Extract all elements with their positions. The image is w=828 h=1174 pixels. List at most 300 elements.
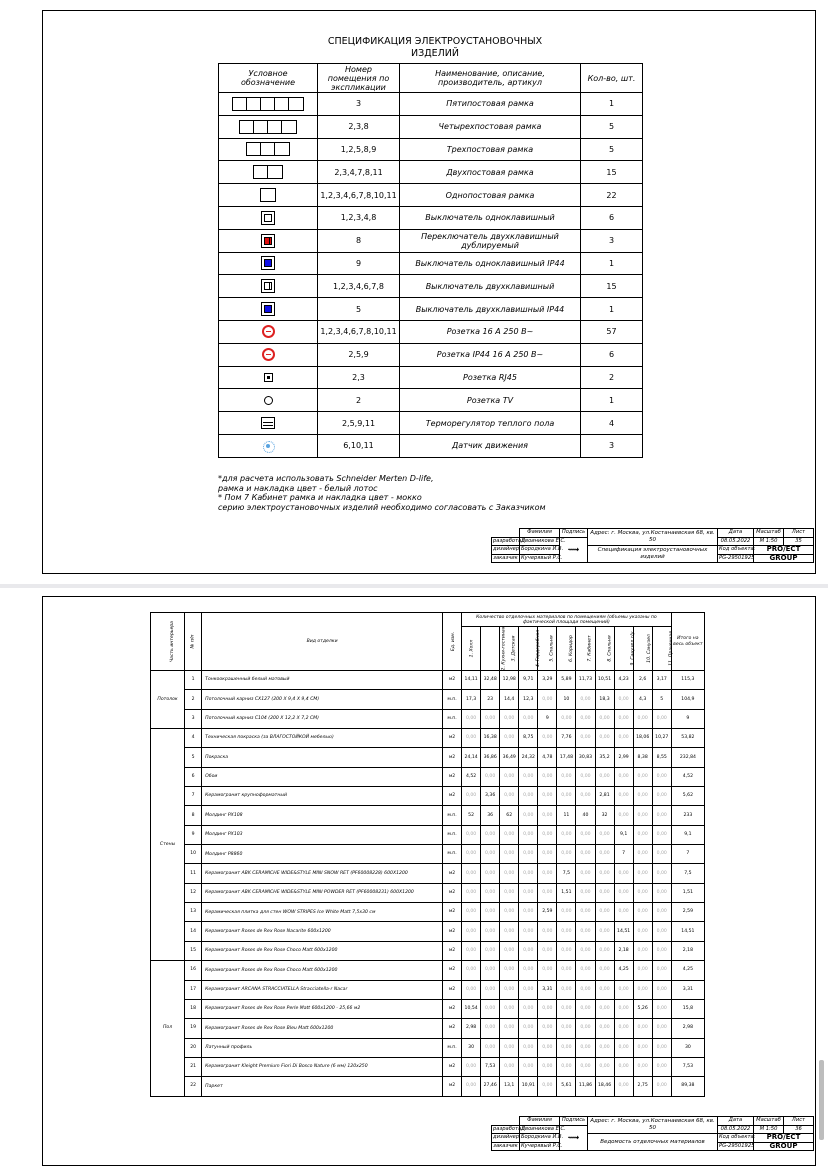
room-value: 8,38 xyxy=(633,748,652,767)
room-value: 0,00 xyxy=(481,980,500,999)
room-value: 23 xyxy=(481,690,500,709)
table-row xyxy=(151,883,705,902)
room-value: 0,00 xyxy=(576,922,595,941)
room-value: 0,00 xyxy=(652,864,671,883)
room-value: 17,3 xyxy=(462,690,481,709)
room-value: 11,86 xyxy=(576,1077,595,1096)
spec-qty: 22 xyxy=(581,184,643,207)
stamp-sheet: 35 xyxy=(784,537,814,546)
company-logo: PRO/ECT xyxy=(754,1134,814,1143)
room-value: 5,61 xyxy=(557,1077,576,1096)
room-value: 0,00 xyxy=(633,980,652,999)
spec-row xyxy=(219,161,643,184)
room-value: 0,00 xyxy=(519,941,538,960)
switch-single-icon xyxy=(261,211,275,225)
row-name: Паркет xyxy=(202,1077,443,1096)
spec-row xyxy=(219,366,643,389)
col-header-work: Вид отделки xyxy=(202,613,443,671)
room-value: 0,00 xyxy=(576,903,595,922)
room-value: 3,31 xyxy=(538,980,557,999)
table-row xyxy=(151,748,705,767)
spec-rooms: 6,10,11 xyxy=(318,434,400,457)
rj45-socket-icon xyxy=(264,373,273,382)
room-value: 0,00 xyxy=(462,922,481,941)
room-value: 7,76 xyxy=(557,729,576,748)
room-value: 0,00 xyxy=(633,961,652,980)
room-value: 0,00 xyxy=(557,825,576,844)
col-header-rooms: Номер помещения по экспликации xyxy=(318,64,400,93)
spec-row xyxy=(219,252,643,275)
room-value: 7 xyxy=(614,845,633,864)
row-unit: м.п. xyxy=(443,690,462,709)
row-no: 12 xyxy=(185,883,202,902)
room-value: 36 xyxy=(481,806,500,825)
room-value: 3,36 xyxy=(481,787,500,806)
spec-row xyxy=(219,412,643,435)
switch-double-dup-icon xyxy=(261,234,275,248)
room-value: 0,00 xyxy=(595,922,614,941)
room-value: 0,00 xyxy=(500,845,519,864)
room-value: 0,00 xyxy=(614,903,633,922)
room-value: 11,73 xyxy=(576,671,595,690)
spec-rooms: 2,3 xyxy=(318,366,400,389)
spec-qty: 6 xyxy=(581,343,643,366)
room-value: 1,51 xyxy=(557,883,576,902)
room-value: 0,00 xyxy=(519,1057,538,1076)
room-value: 0,00 xyxy=(519,961,538,980)
room-value: 0,00 xyxy=(633,767,652,786)
row-unit: м2 xyxy=(443,903,462,922)
room-value: 0,00 xyxy=(519,806,538,825)
table-row xyxy=(151,961,705,980)
row-unit: м2 xyxy=(443,787,462,806)
room-value: 0,00 xyxy=(595,903,614,922)
room-value: 0,00 xyxy=(652,903,671,922)
room-value: 0,00 xyxy=(576,787,595,806)
table-row xyxy=(151,922,705,941)
room-value: 0,00 xyxy=(462,980,481,999)
room-value: 0,00 xyxy=(576,825,595,844)
room-value: 0,00 xyxy=(557,941,576,960)
room-value: 0,00 xyxy=(595,825,614,844)
room-value: 0,00 xyxy=(538,1038,557,1057)
frame-3-gang-icon xyxy=(246,142,290,156)
row-total: 104,9 xyxy=(671,690,704,709)
col-header-room: 11. Прачечная xyxy=(652,627,671,671)
spec-row xyxy=(219,343,643,366)
room-value: 0,00 xyxy=(519,709,538,728)
row-no: 1 xyxy=(185,671,202,690)
room-value: 0,00 xyxy=(652,825,671,844)
spec-qty: 3 xyxy=(581,434,643,457)
room-value: 0,00 xyxy=(481,903,500,922)
room-value: 0,00 xyxy=(481,883,500,902)
room-value: 0,00 xyxy=(557,922,576,941)
table-row xyxy=(151,1057,705,1076)
room-value: 13,1 xyxy=(500,1077,519,1096)
room-value: 0,00 xyxy=(633,787,652,806)
row-no: 13 xyxy=(185,903,202,922)
row-total: 9 xyxy=(671,709,704,728)
socket-icon xyxy=(262,325,275,338)
col-header-room: 1. Холл xyxy=(462,627,481,671)
col-header-rooms-group: Количество отделочных материалов по помещениям (объемы указаны по фактической площади помещений) xyxy=(462,613,672,627)
spec-symbol xyxy=(219,389,318,412)
col-header-room: 10. Санузел xyxy=(633,627,652,671)
room-value: 0,00 xyxy=(614,767,633,786)
tv-socket-icon xyxy=(264,396,273,405)
room-value: 0,00 xyxy=(500,903,519,922)
spec-qty: 6 xyxy=(581,206,643,229)
row-name: Потолочный карниз C104 (200 Х 12,2 Х 7,2 СМ) xyxy=(202,709,443,728)
table-row xyxy=(151,690,705,709)
room-value: 0,00 xyxy=(633,825,652,844)
room-value: 0,00 xyxy=(481,999,500,1018)
col-header-room: 3. Детская xyxy=(500,627,519,671)
room-value: 4,3 xyxy=(633,690,652,709)
row-name: Керамическая плитка для стен WOW STRIPES Ice White Matt 7,5х30 см xyxy=(202,903,443,922)
stamp-scale: М 1:50 xyxy=(754,537,784,546)
row-no: 15 xyxy=(185,941,202,960)
spec-rooms: 1,2,3,4,8 xyxy=(318,206,400,229)
room-value: 36,86 xyxy=(481,748,500,767)
spec-table xyxy=(218,63,643,458)
room-value: 0,00 xyxy=(481,941,500,960)
stamp-date: 08.05.2022 xyxy=(718,537,754,546)
stamp-object-code: PG-29501925 xyxy=(719,1142,755,1149)
room-value: 0,00 xyxy=(538,1019,557,1038)
room-value: 0,00 xyxy=(595,1057,614,1076)
col-header-part: Часть интерьера xyxy=(151,613,185,671)
room-value: 0,00 xyxy=(595,729,614,748)
row-total: 115,3 xyxy=(671,671,704,690)
spec-item-name: Переключатель двухклавишный дублируемый xyxy=(400,229,581,252)
row-name: Керамогранит Roses de Rex Rose Choco Matt 600х1200 xyxy=(202,941,443,960)
room-value: 0,00 xyxy=(557,999,576,1018)
row-total: 7 xyxy=(671,845,704,864)
room-value: 0,00 xyxy=(462,845,481,864)
room-value: 0,00 xyxy=(557,845,576,864)
col-header-room: 8. Спальня xyxy=(595,627,614,671)
spec-symbol xyxy=(219,184,318,207)
room-value: 0,00 xyxy=(538,845,557,864)
row-unit: м.п. xyxy=(443,1038,462,1057)
room-value: 0,00 xyxy=(652,980,671,999)
room-value: 7,53 xyxy=(481,1057,500,1076)
spec-rooms: 5 xyxy=(318,298,400,321)
spec-item-name: Терморегулятор теплого пола xyxy=(400,412,581,435)
row-name: Молдинг PX103 xyxy=(202,825,443,844)
room-value: 0,00 xyxy=(462,1077,481,1096)
room-value: 62 xyxy=(500,806,519,825)
table-row xyxy=(151,1019,705,1038)
room-value: 0,00 xyxy=(519,980,538,999)
col-header-symbol: Условное обозначение xyxy=(219,64,318,93)
row-unit: м2 xyxy=(443,980,462,999)
room-value: 0,00 xyxy=(519,903,538,922)
room-value: 0,00 xyxy=(614,787,633,806)
room-value: 0,00 xyxy=(595,883,614,902)
row-no: 9 xyxy=(185,825,202,844)
room-value: 0,00 xyxy=(538,941,557,960)
room-value: 0,00 xyxy=(614,690,633,709)
spec-symbol xyxy=(219,412,318,435)
room-value: 0,00 xyxy=(614,1077,633,1096)
row-total: 3,31 xyxy=(671,980,704,999)
room-value: 2,59 xyxy=(538,903,557,922)
row-name: Керамогранит Roses de Rex Rose Nacarite 600х1200 xyxy=(202,922,443,941)
row-no: 4 xyxy=(185,729,202,748)
col-header-room: 5. Спальня xyxy=(538,627,557,671)
socket-icon xyxy=(262,348,275,361)
room-value: 0,00 xyxy=(576,729,595,748)
room-value: 0,00 xyxy=(519,883,538,902)
row-name: Молдинг P8860 xyxy=(202,845,443,864)
title-block-sheet-35: Фамилия Подпись Адрес: г. Москва, ул.Костанаевская 68, кв. 50 Дата Масштаб Лист разработал Двоиникова Е.С. ⟿ 08.05.2022 М 1:50 35 дизайнер Бородкина И.В. Спецификация электроустановочных изделий Код объекта: PRO/ECT заказчик Кучерявый Р.С. PG-29501925 GROUP xyxy=(491,528,814,563)
spec-row xyxy=(219,298,643,321)
room-value: 0,00 xyxy=(519,999,538,1018)
row-unit: м2 xyxy=(443,999,462,1018)
row-total: 1,51 xyxy=(671,883,704,902)
spec-rooms: 1,2,3,4,6,7,8 xyxy=(318,275,400,298)
spec-item-name: Розетка RJ45 xyxy=(400,366,581,389)
room-value: 4,78 xyxy=(538,748,557,767)
col-header-room: 9. Санузел с/у xyxy=(614,627,633,671)
room-value: 14,4 xyxy=(500,690,519,709)
spec-symbol xyxy=(219,93,318,116)
row-total: 53,82 xyxy=(671,729,704,748)
row-no: 19 xyxy=(185,1019,202,1038)
room-value: 4,25 xyxy=(614,961,633,980)
spec-symbol xyxy=(219,434,318,457)
room-value: 0,00 xyxy=(557,787,576,806)
motion-sensor-icon xyxy=(258,436,278,456)
row-name: Покраска xyxy=(202,748,443,767)
spec-title: СПЕЦИФИКАЦИЯ ЭЛЕКТРОУСТАНОВОЧНЫХ ИЗДЕЛИЙ xyxy=(327,36,543,59)
spec-rooms: 2,3,4,7,8,11 xyxy=(318,161,400,184)
stamp-sheet: 36 xyxy=(784,1125,814,1134)
room-value: 0,00 xyxy=(576,980,595,999)
room-value: 35,2 xyxy=(595,748,614,767)
row-total: 2,98 xyxy=(671,1019,704,1038)
room-value: 0,00 xyxy=(538,787,557,806)
room-value: 0,00 xyxy=(576,767,595,786)
row-name: Латунный профиль xyxy=(202,1038,443,1057)
room-value: 0,00 xyxy=(614,864,633,883)
room-value: 0,00 xyxy=(652,1057,671,1076)
spec-symbol xyxy=(219,298,318,321)
room-value: 0,00 xyxy=(500,825,519,844)
row-name: Техническая покраска (за ВЛАГОСТОЙКОЙ мебелью) xyxy=(202,729,443,748)
room-value: 0,00 xyxy=(576,1019,595,1038)
row-unit: м2 xyxy=(443,748,462,767)
row-unit: м2 xyxy=(443,767,462,786)
room-value: 0,00 xyxy=(500,922,519,941)
spec-item-name: Четырехпостовая рамка xyxy=(400,115,581,138)
stamp-title: Спецификация электроустановочных изделий xyxy=(588,546,718,563)
switch-ip44-icon xyxy=(261,256,275,270)
row-unit: м2 xyxy=(443,671,462,690)
row-total: 30 xyxy=(671,1038,704,1057)
room-value: 0,00 xyxy=(614,999,633,1018)
room-value: 0,00 xyxy=(633,1057,652,1076)
room-value: 0,00 xyxy=(557,903,576,922)
table-row xyxy=(151,845,705,864)
finishing-materials-table xyxy=(150,612,705,1097)
spec-qty: 4 xyxy=(581,412,643,435)
row-no: 11 xyxy=(185,864,202,883)
room-value: 0,00 xyxy=(633,806,652,825)
table-row xyxy=(151,709,705,728)
spec-item-name: Выключатель одноклавишный IP44 xyxy=(400,252,581,275)
col-header-room: 2. Кухня-гостиная xyxy=(481,627,500,671)
spec-symbol xyxy=(219,252,318,275)
room-value: 0,00 xyxy=(462,903,481,922)
room-value: 0,00 xyxy=(462,709,481,728)
room-value: 0,00 xyxy=(633,883,652,902)
room-value: 0,00 xyxy=(595,845,614,864)
spec-row xyxy=(219,320,643,343)
row-total: 4,52 xyxy=(671,767,704,786)
row-total: 14,51 xyxy=(671,922,704,941)
room-value: 10,91 xyxy=(519,1077,538,1096)
col-header-total: Итого на весь объект xyxy=(671,613,704,671)
row-name: Керамогранит крупноформатный xyxy=(202,787,443,806)
row-no: 16 xyxy=(185,961,202,980)
stamp-date: 08.05.2022 xyxy=(718,1125,754,1134)
col-header-qty: Кол-во, шт. xyxy=(581,64,643,93)
row-unit: м.п. xyxy=(443,709,462,728)
table-row xyxy=(151,941,705,960)
room-value: 0,00 xyxy=(519,922,538,941)
thermostat-icon xyxy=(261,417,275,429)
row-unit: м2 xyxy=(443,961,462,980)
room-value: 0,00 xyxy=(500,1019,519,1038)
spec-row xyxy=(219,115,643,138)
frame-1-gang-icon xyxy=(260,188,276,202)
row-total: 2,18 xyxy=(671,941,704,960)
spec-symbol xyxy=(219,343,318,366)
table-row xyxy=(151,903,705,922)
stamp-address: Адрес: г. Москва, ул.Костанаевская 68, кв. 50 xyxy=(588,1117,718,1134)
table-row xyxy=(151,999,705,1018)
col-header-room: 7. Кабинет xyxy=(576,627,595,671)
room-value: 0,00 xyxy=(500,941,519,960)
room-value: 10,27 xyxy=(652,729,671,748)
room-value: 10,54 xyxy=(462,999,481,1018)
room-value: 2,98 xyxy=(462,1019,481,1038)
room-value: 0,00 xyxy=(614,1019,633,1038)
room-value: 0,00 xyxy=(462,825,481,844)
scrollbar-thumb[interactable] xyxy=(819,1060,824,1140)
group-label: Потолок xyxy=(151,671,185,729)
row-name: Керамогранит Kleight Premium Fiori Di Bosco Nature (6 мм) 120х250 xyxy=(202,1057,443,1076)
row-no: 5 xyxy=(185,748,202,767)
spec-symbol xyxy=(219,206,318,229)
row-no: 22 xyxy=(185,1077,202,1096)
room-value: 0,00 xyxy=(652,787,671,806)
spec-qty: 3 xyxy=(581,229,643,252)
room-value: 0,00 xyxy=(538,729,557,748)
room-value: 0,00 xyxy=(614,1057,633,1076)
room-value: 0,00 xyxy=(538,825,557,844)
row-unit: м2 xyxy=(443,1077,462,1096)
title-block-sheet-36: Фамилия Подпись Адрес: г. Москва, ул.Костанаевская 68, кв. 50 Дата Масштаб Лист разработал Двоиникова Е.С. ⟿ 08.05.2022 М 1:50 36 дизайнер Бородкина И.В. Ведомость отделочных материалов Код объекта: PRO/ECT заказчик Кучерявый Р.С. PG-29501925 GROUP xyxy=(491,1116,814,1151)
switch-ip44-icon xyxy=(261,302,275,316)
row-unit: м2 xyxy=(443,883,462,902)
room-value: 32 xyxy=(595,806,614,825)
table-row xyxy=(151,729,705,748)
room-value: 0,00 xyxy=(462,864,481,883)
room-value: 0,00 xyxy=(500,1038,519,1057)
room-value: 32,48 xyxy=(481,671,500,690)
spec-symbol xyxy=(219,115,318,138)
room-value: 5,89 xyxy=(557,671,576,690)
room-value: 2,75 xyxy=(633,1077,652,1096)
row-total: 232,84 xyxy=(671,748,704,767)
spec-item-name: Двухпостовая рамка xyxy=(400,161,581,184)
room-value: 0,00 xyxy=(462,941,481,960)
spec-item-name: Розетка IP44 16 А 250 В~ xyxy=(400,343,581,366)
spec-item-name: Выключатель двухклавишный xyxy=(400,275,581,298)
room-value: 0,00 xyxy=(652,883,671,902)
room-value: 0,00 xyxy=(481,922,500,941)
spec-item-name: Однопостовая рамка xyxy=(400,184,581,207)
spec-rooms: 3 xyxy=(318,93,400,116)
row-name: Керамогранит ARCANA STRACCIATELLA Stracciatella-r Nacar xyxy=(202,980,443,999)
col-header-name: Наименование, описание, производитель, артикул xyxy=(400,64,581,93)
room-value: 0,00 xyxy=(576,845,595,864)
row-no: 7 xyxy=(185,787,202,806)
table-row xyxy=(151,980,705,999)
row-name: Обои xyxy=(202,767,443,786)
frame-2-gang-icon xyxy=(253,165,283,179)
row-unit: м2 xyxy=(443,922,462,941)
room-value: 0,00 xyxy=(595,1038,614,1057)
spec-item-name: Выключатель двухклавишный IP44 xyxy=(400,298,581,321)
room-value: 0,00 xyxy=(595,980,614,999)
spec-rooms: 2,5,9,11 xyxy=(318,412,400,435)
spec-row xyxy=(219,229,643,252)
spec-item-name: Пятипостовая рамка xyxy=(400,93,581,116)
room-value: 10,51 xyxy=(595,671,614,690)
row-name: Керамогранит Roses de Rex Rose Bleu Matt 600х1200 xyxy=(202,1019,443,1038)
room-value: 0,00 xyxy=(500,787,519,806)
room-value: 24,32 xyxy=(519,748,538,767)
room-value: 18,46 xyxy=(595,1077,614,1096)
switch-double-icon xyxy=(261,279,275,293)
room-value: 0,00 xyxy=(519,845,538,864)
room-value: 0,00 xyxy=(538,999,557,1018)
row-no: 6 xyxy=(185,767,202,786)
stamp-title: Ведомость отделочных материалов xyxy=(588,1134,718,1151)
room-value: 0,00 xyxy=(519,1038,538,1057)
room-value: 3,17 xyxy=(652,671,671,690)
room-value: 0,00 xyxy=(595,709,614,728)
room-value: 0,00 xyxy=(538,922,557,941)
room-value: 0,00 xyxy=(538,767,557,786)
spec-rooms: 9 xyxy=(318,252,400,275)
room-value: 0,00 xyxy=(462,787,481,806)
room-value: 0,00 xyxy=(500,1057,519,1076)
room-value: 0,00 xyxy=(481,845,500,864)
room-value: 0,00 xyxy=(538,690,557,709)
table-row xyxy=(151,1038,705,1057)
row-name: Керамогранит Roses de Rex Rose Choco Matt 600х1200 xyxy=(202,961,443,980)
room-value: 2,18 xyxy=(614,941,633,960)
row-name: Керамогранит ABK CERAMICHE WIDE&STYLE MINI SNOW RET (PF60008228) 600Х1200 xyxy=(202,864,443,883)
row-unit: м2 xyxy=(443,729,462,748)
